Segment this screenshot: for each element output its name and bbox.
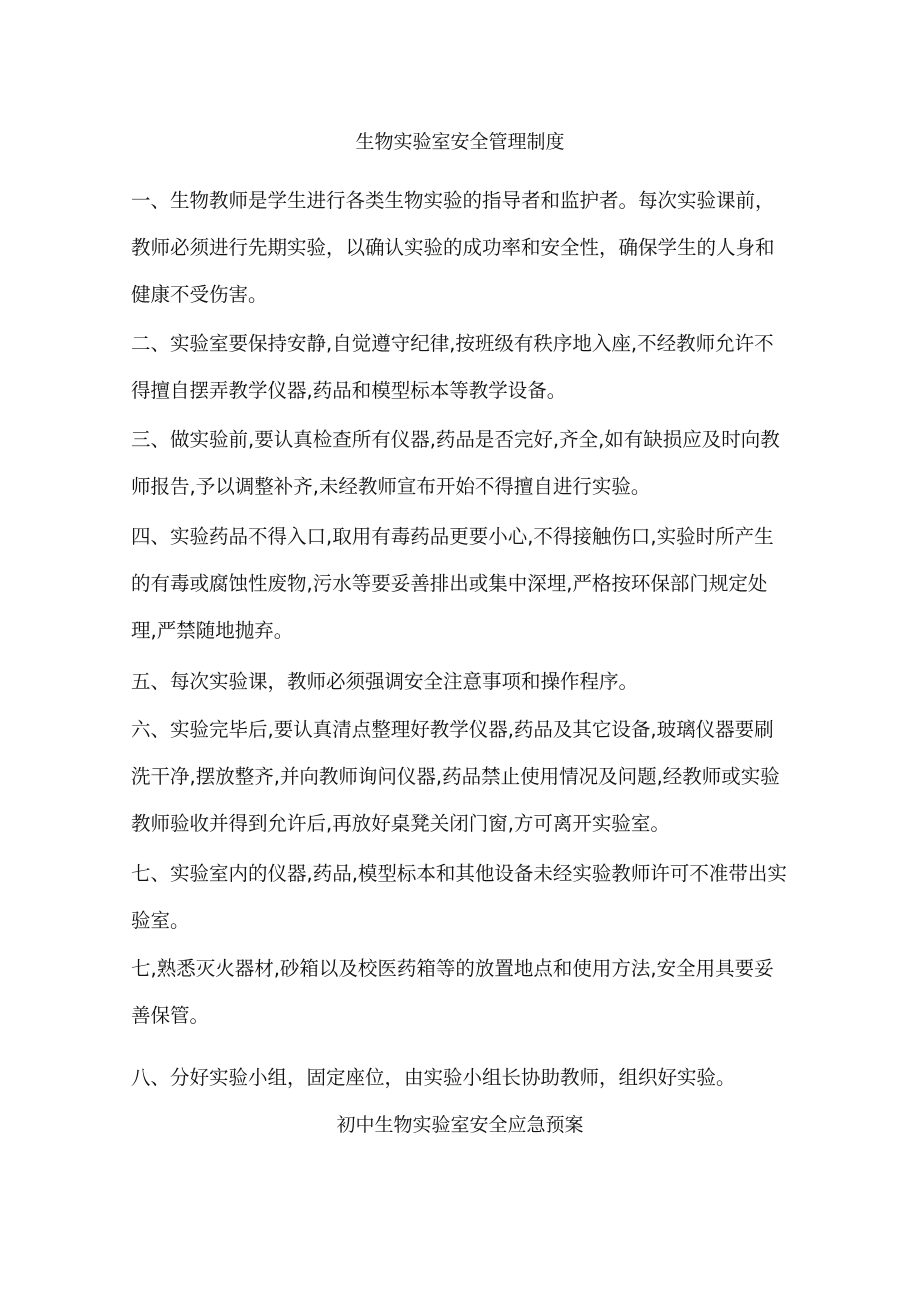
document-title: 生物实验室安全管理制度 xyxy=(355,131,565,153)
rule-paragraph-1: 一、生物教师是学生进行各类生物实验的指导者和监护者。每次实验课前，教师必须进行先期实验，以确认实验的成功率和安全性，确保学生的人身和健康不受伤害。 xyxy=(131,189,775,306)
rule-paragraph-7: 七、实验室内的仪器,药品,模型标本和其他设备未经实验教师许可不准带出实验室。 xyxy=(131,862,787,932)
rule-paragraph-8: 七,熟悉灭火器材,砂箱以及校医药箱等的放置地点和使用方法,安全用具要妥善保管。 xyxy=(131,957,774,1027)
rule-paragraph-4: 四、实验药品不得入口,取用有毒药品更要小心,不得接触伤口,实验时所产生的有毒或腐蚀性废物,污水等要妥善排出或集中深埋,严格按环保部门规定处理,严禁随地抛弃。 xyxy=(131,525,774,642)
rule-paragraph-9: 八、分好实验小组，固定座位，由实验小组长协助教师，组织好实验。 xyxy=(131,1066,736,1089)
rule-paragraph-2: 二、实验室要保持安静,自觉遵守纪律,按班级有秩序地入座,不经教师允许不得擅自摆弄教学仪器,药品和模型标本等教学设备。 xyxy=(131,332,774,402)
next-section-title: 初中生物实验室安全应急预案 xyxy=(336,1114,584,1136)
rule-paragraph-3: 三、做实验前,要认真检查所有仪器,药品是否完好,齐全,如有缺损应及时向教师报告,予以调整补齐,未经教师宣布开始不得擅自进行实验。 xyxy=(131,428,780,498)
rule-paragraph-5: 五、每次实验课，教师必须强调安全注意事项和操作程序。 xyxy=(131,670,639,693)
rule-paragraph-6: 六、实验完毕后,要认真清点整理好教学仪器,药品及其它设备,玻璃仪器要刷洗干净,摆放整齐,并向教师询问仪器,药品禁止使用情况及问题,经教师或实验教师验收并得到允许后,再放好桌凳关闭门窗,方可离开实验室。 xyxy=(131,718,780,835)
